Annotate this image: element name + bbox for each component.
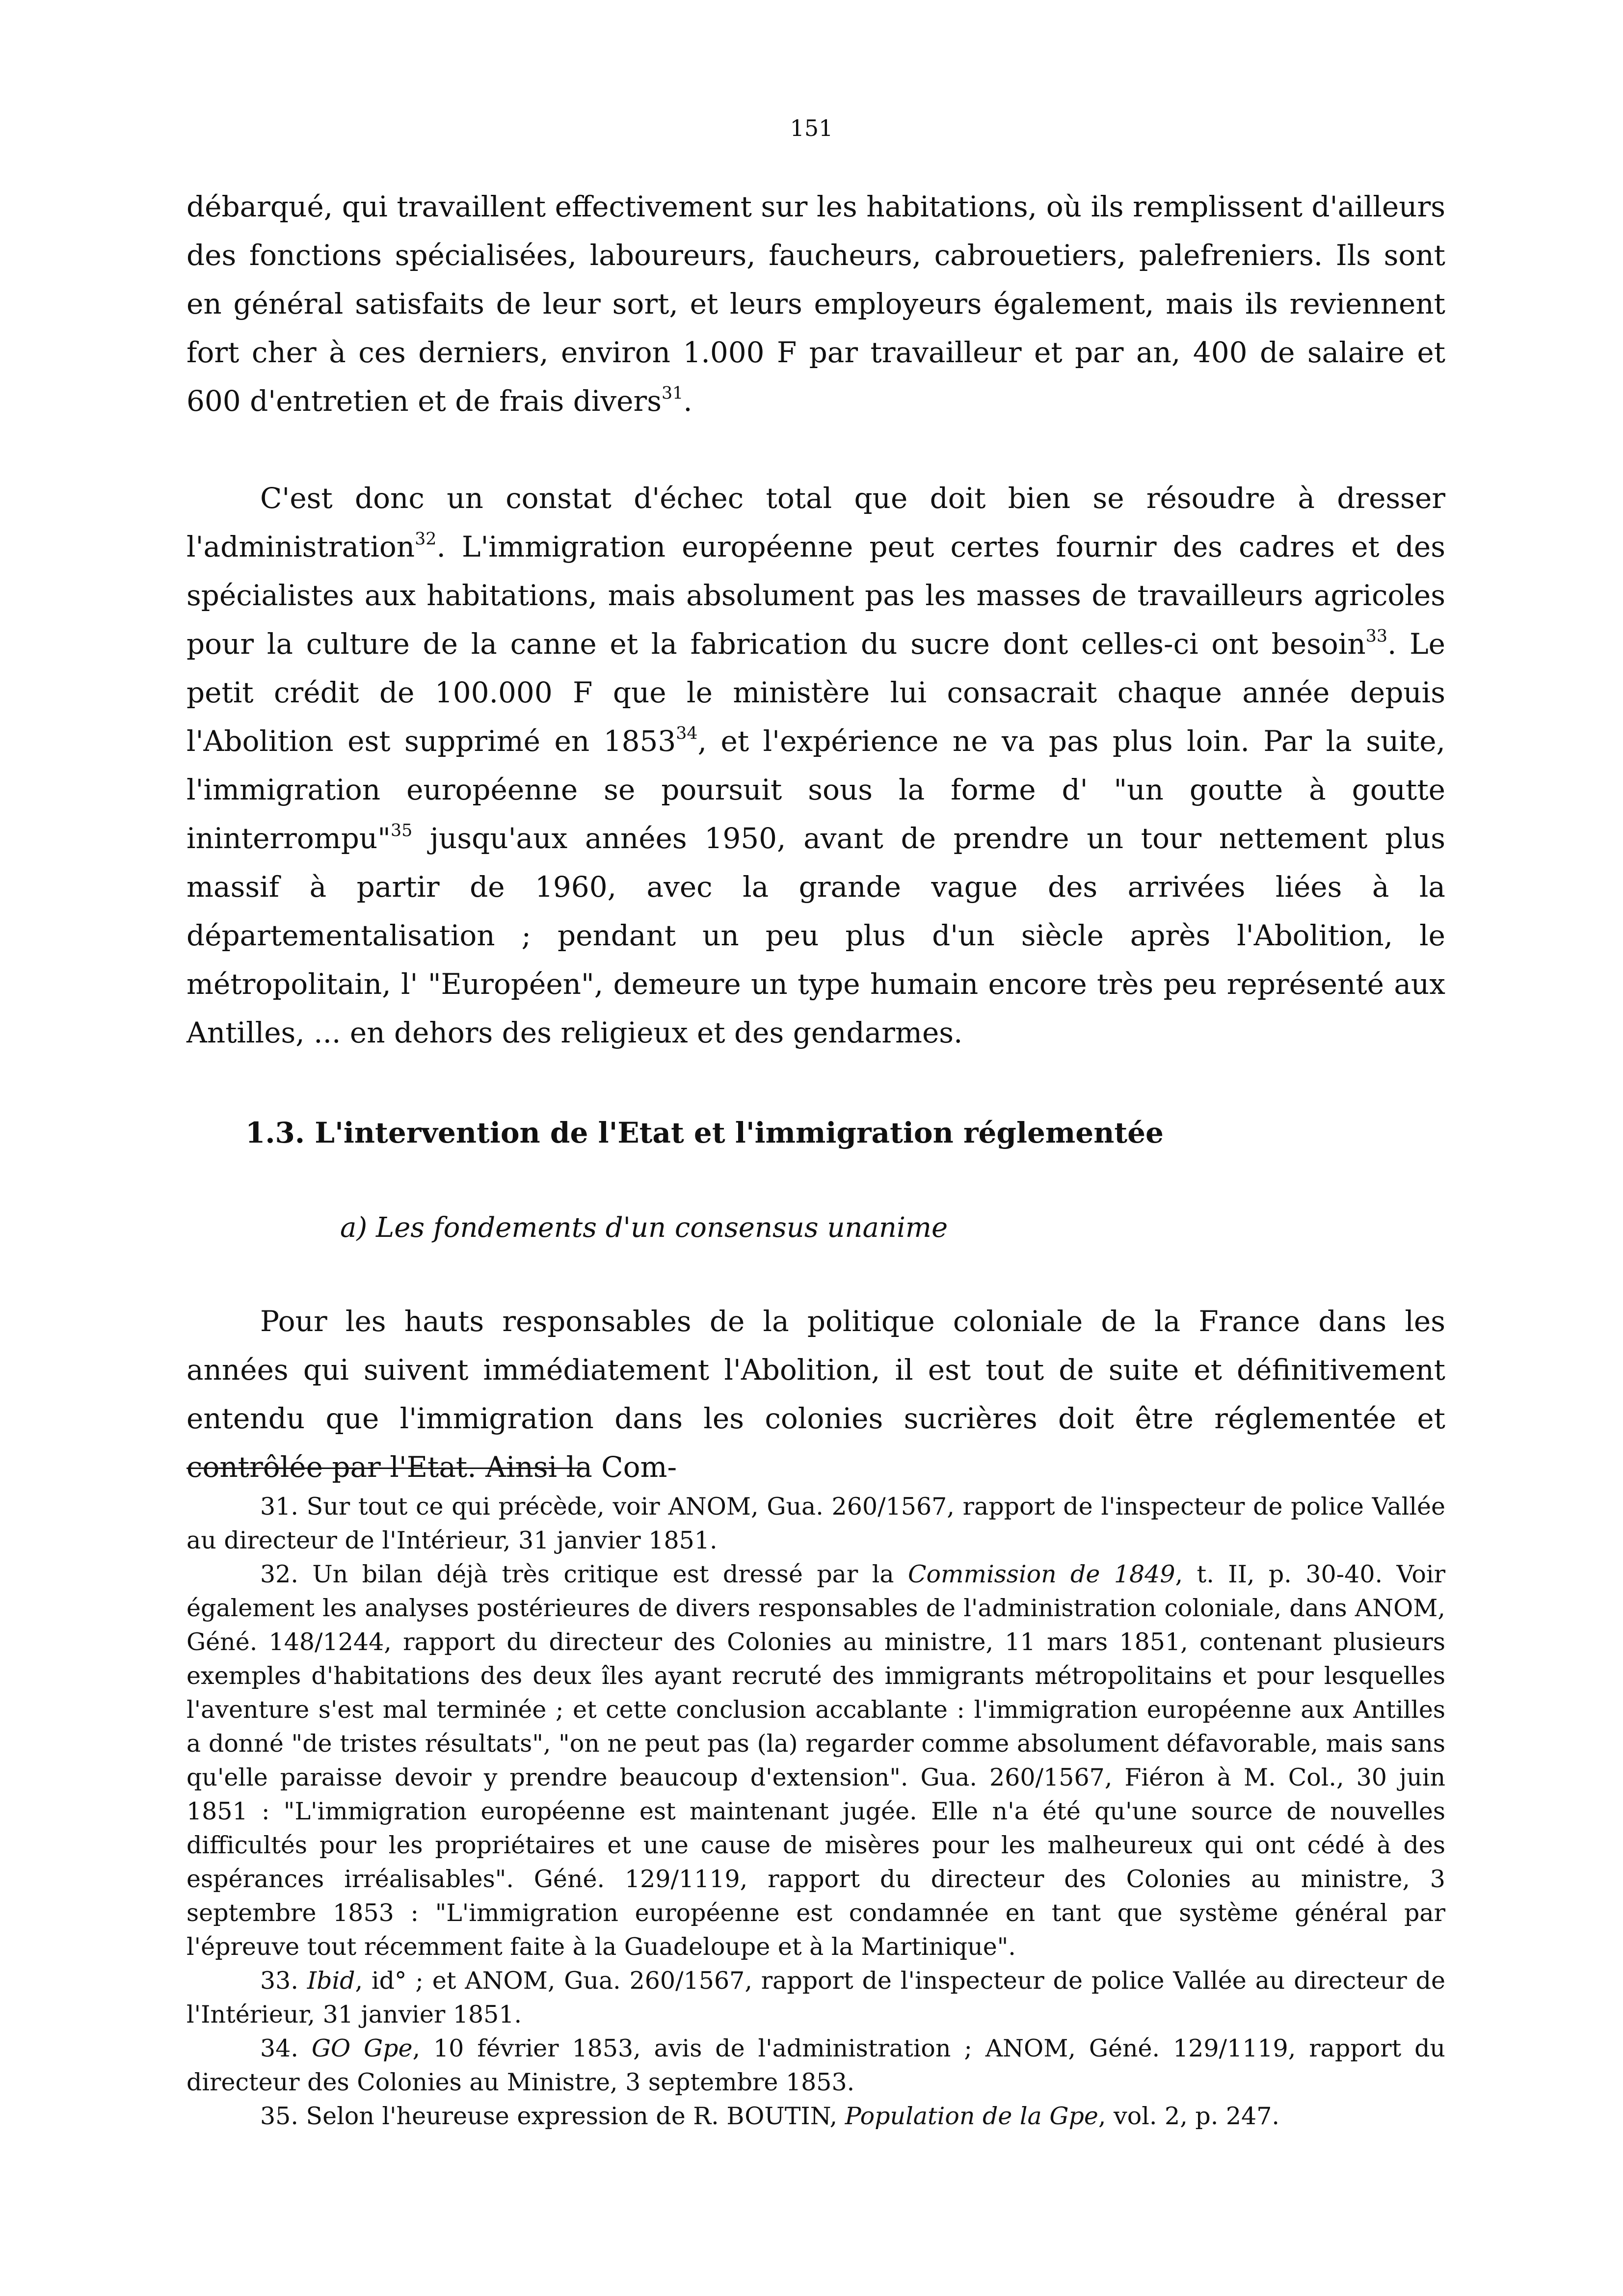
paragraph-2-part-4: , et l'expérience ne va pas plus loin. Par la suite, l'immigration européenne se poursuit sous la forme d' "un goutte à goutte ininterrompu"	[186, 724, 1445, 855]
paragraph-2-part-1: C'est donc un constat d'échec total que doit bien se résoudre à dresser l'administration	[186, 481, 1445, 563]
paragraph-1-end: .	[683, 384, 692, 418]
footnote-34-italic: GO Gpe	[311, 2034, 413, 2062]
footnote-35	[186, 2099, 1445, 2133]
footnote-ref-35: 35	[390, 821, 413, 841]
footnote-33-italic: Ibid	[307, 1967, 355, 1995]
footnote-33-rest: , id° ; et ANOM, Gua. 260/1567, rapport de l'inspecteur de police Vallée au directeur de l'Intérieur, 31 janvier 1851.	[186, 1967, 1445, 2029]
footnote-ref-31: 31	[661, 383, 684, 403]
footnote-32-lead: 32. Un bilan déjà très critique est dressé par la	[260, 1560, 908, 1588]
page-number: 151	[790, 115, 833, 141]
footnote-ref-32: 32	[415, 529, 437, 549]
paragraph-2-part-5: jusqu'aux années 1950, avant de prendre un tour nettement plus massif à partir de 1960, avec la grande vague des arrivées liées à la départementalisation ; pendant un peu plus d'un siècle après l'Abolition, le métropolitain, l' "Européen", demeure un type humain encore très peu représenté aux Antilles, ... en dehors des religieux et des gendarmes.	[186, 822, 1445, 1049]
paragraph-3-container	[186, 1297, 1445, 1492]
paragraph-1-text: débarqué, qui travaillent effectivement sur les habitations, où ils remplissent d'ailleurs des fonctions spécialisées, laboureurs, faucheurs, cabrouetiers, palefreniers. Ils sont en général satisfaits de leur sort, et leurs employeurs également, mais ils reviennent fort cher à ces derniers, environ 1.000 F par travailleur et par an, 400 de salaire et 600 d'entretien et de frais divers	[186, 190, 1445, 418]
footnote-35-italic: Population de la Gpe	[845, 2102, 1098, 2130]
footnote-32	[186, 1557, 1445, 1964]
paragraph-3: Pour les hauts responsables de la politique coloniale de la France dans les années qui suivent immédiatement l'Abolition, il est tout de suite et définitivement entendu que l'immigration dans les colonies sucrières doit être réglementée et contrôlée par l'Etat. Ainsi la Com-	[186, 1305, 1445, 1484]
paragraph-2-part-2: . L'immigration européenne peut certes fournir des cadres et des spécialistes aux habitations, mais absolument pas les masses de travailleurs agricoles pour la culture de la canne et la fabrication du sucre dont celles-ci ont besoin	[186, 530, 1445, 661]
subsection-heading: a) Les fondements d'un consensus unanime	[340, 1212, 948, 1244]
footnote-34-rest: , 10 février 1853, avis de l'administration ; ANOM, Géné. 129/1119, rapport du directeur des Colonies au Ministre, 3 septembre 1853.	[186, 2034, 1445, 2096]
section-heading: 1.3. L'intervention de l'Etat et l'immigration réglementée	[245, 1116, 1164, 1149]
footnote-35-rest: , vol. 2, p. 247.	[1098, 2102, 1279, 2130]
paragraph-1	[186, 183, 1445, 426]
paragraph-2	[186, 474, 1445, 1057]
footnote-33	[186, 1964, 1445, 2031]
paragraph-2-part-3: . Le petit crédit de 100.000 F que le ministère lui consacrait chaque année depuis l'Abolition est supprimé en 1853	[186, 627, 1446, 758]
footnote-ref-34: 34	[676, 723, 698, 744]
footnote-32-italic: Commission de 1849	[908, 1560, 1175, 1588]
footnote-separator	[186, 1468, 584, 1469]
footnote-35-lead: 35. Selon l'heureuse expression de R. BOUTIN,	[260, 2102, 845, 2130]
footnote-34	[186, 2031, 1445, 2099]
footnote-34-lead: 34.	[260, 2034, 312, 2062]
footnotes	[186, 1490, 1445, 2133]
footnote-33-lead: 33.	[260, 1967, 307, 1995]
footnote-ref-33: 33	[1365, 626, 1387, 646]
footnote-31: 31. Sur tout ce qui précède, voir ANOM, Gua. 260/1567, rapport de l'inspecteur de police Vallée au directeur de l'Intérieur, 31 janvier 1851.	[186, 1493, 1445, 1554]
body-text	[186, 183, 1445, 1057]
footnote-32-rest: , t. II, p. 30-40. Voir également les analyses postérieures de divers responsables de l'administration coloniale, dans ANOM, Géné. 148/1244, rapport du directeur des Colonies au ministre, 11 mars 1851, contenant plusieurs exemples d'habitations des deux îles ayant recruté des immigrants métropolitains et pour lesquelles l'aventure s'est mal terminée ; et cette conclusion accablante : l'immigration européenne aux Antilles a donné "de tristes résultats", "on ne peut pas (la) regarder comme absolument défavorable, mais sans qu'elle paraisse devoir y prendre beaucoup d'extension". Gua. 260/1567, Fiéron à M. Col., 30 juin 1851 : "L'immigration européenne est maintenant jugée. Elle n'a été qu'une source de nouvelles difficultés pour les propriétaires et une cause de misères pour les malheureux qui ont cédé à des espérances irréalisables". Géné. 129/1119, rapport du directeur des Colonies au ministre, 3 septembre 1853 : "L'immigration européenne est condamnée en tant que système général par l'épreuve tout récemment faite à la Guadeloupe et à la Martinique".	[186, 1560, 1445, 1961]
